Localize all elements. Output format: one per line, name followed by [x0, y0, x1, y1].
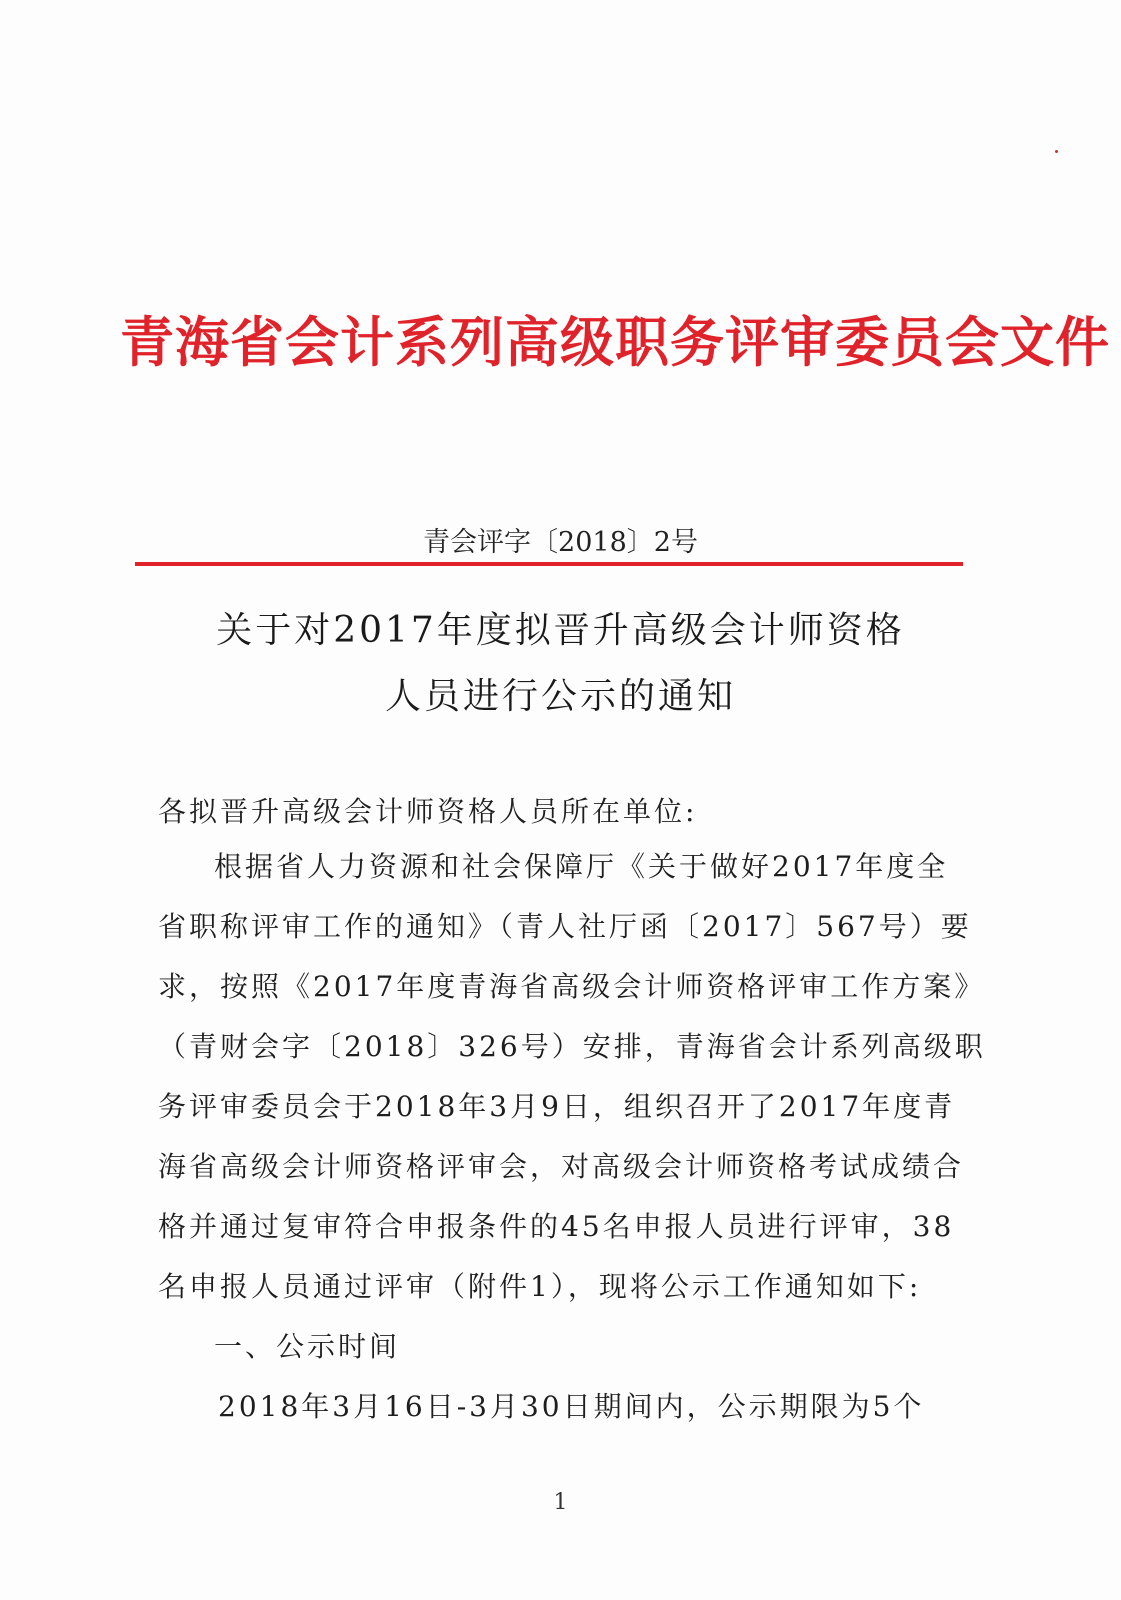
- body-line-1: 根据省人力资源和社会保障厅《关于做好2017年度全: [214, 850, 949, 883]
- body-line-5: 务评审委员会于2018年3月9日，组织召开了2017年度青: [158, 1090, 956, 1123]
- body-line-3: 求，按照《2017年度青海省高级会计师资格评审工作方案》: [158, 970, 986, 1003]
- body-line-2: 省职称评审工作的通知》（青人社厅函〔2017〕567号）要: [158, 910, 972, 943]
- title-line-1: 关于对2017年度拟晋升高级会计师资格: [216, 610, 905, 651]
- salutation: 各拟晋升高级会计师资格人员所在单位:: [158, 795, 698, 828]
- red-divider-line: [135, 562, 963, 566]
- section-text: 2018年3月16日-3月30日期间内，公示期限为5个: [218, 1390, 925, 1423]
- body-line-4: （青财会字〔2018〕326号）安排，青海省会计系列高级职: [158, 1030, 986, 1063]
- scan-speck: [1055, 150, 1058, 153]
- page-number: 1: [553, 1490, 568, 1515]
- body-line-8: 名申报人员通过评审（附件1），现将公示工作通知如下:: [158, 1270, 922, 1303]
- issuer-heading: 青海省会计系列高级职务评审委员会文件: [120, 310, 1110, 374]
- section-heading: 一、公示时间: [214, 1330, 401, 1363]
- body-line-7: 格并通过复审符合申报条件的45名申报人员进行评审，38: [158, 1210, 955, 1243]
- body-line-6: 海省高级会计师资格评审会，对高级会计师资格考试成绩合: [158, 1150, 965, 1183]
- title-line-2: 人员进行公示的通知: [384, 676, 736, 717]
- document-number: 青会评字〔2018〕2号: [423, 527, 698, 558]
